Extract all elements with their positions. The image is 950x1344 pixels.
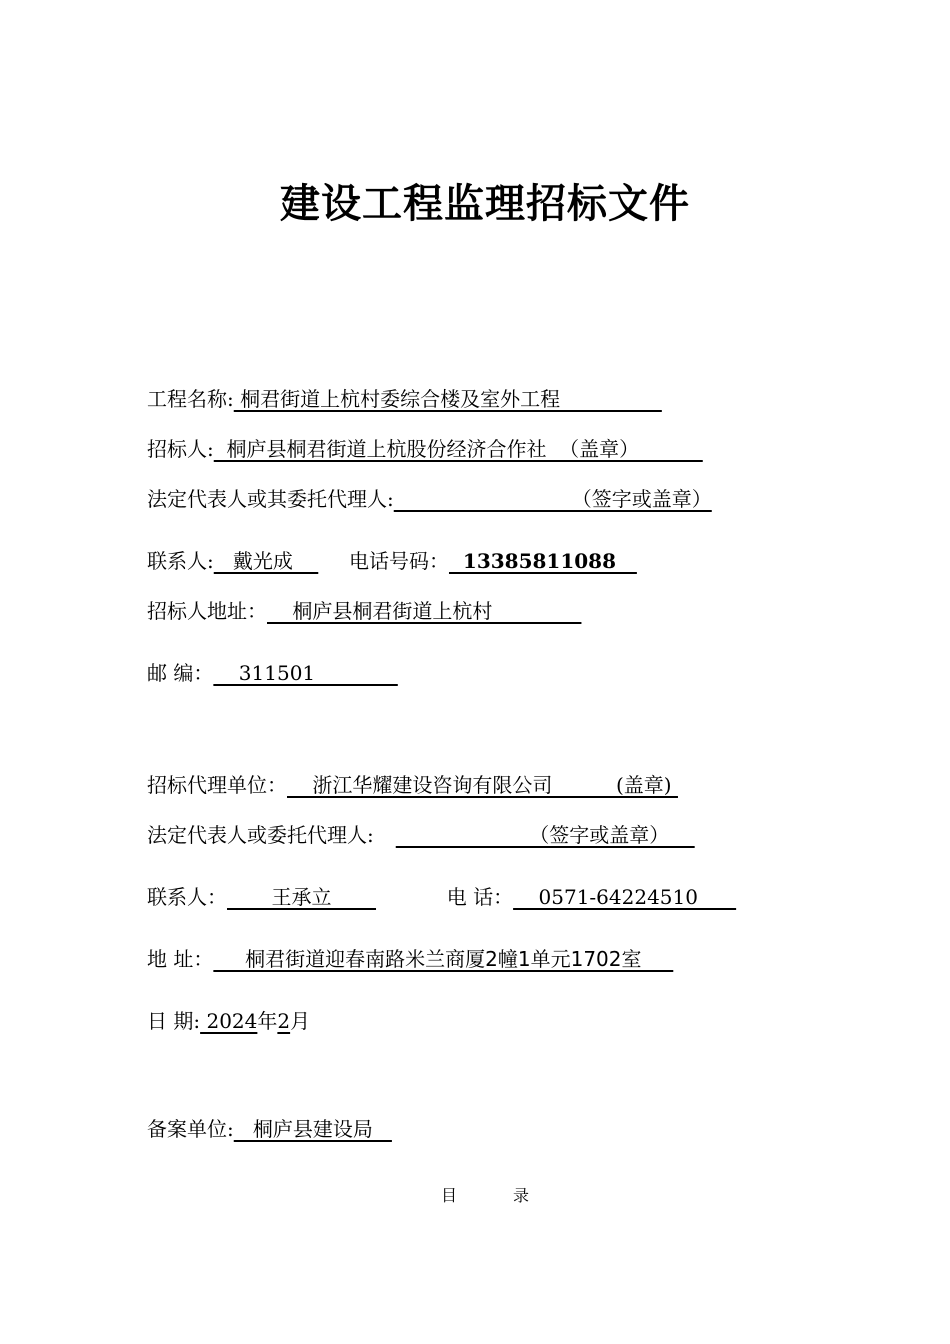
tenderer-label: 招标人:	[147, 437, 214, 461]
tenderer-legal-rep-value: （签字或盖章）	[393, 487, 712, 511]
agency-name-label: 招标代理单位：	[147, 773, 287, 797]
agency-phone-label: 电 话：	[446, 885, 514, 909]
agency-legal-rep-value: （签字或盖章）	[395, 823, 695, 847]
tenderer-contact-label: 联系人:	[147, 549, 214, 573]
tenderer-legal-rep-row	[147, 484, 712, 514]
project-name-value: 桐君街道上杭村委综合楼及室外工程	[233, 387, 662, 411]
agency-legal-rep-label: 法定代表人或委托代理人:	[147, 823, 374, 847]
agency-phone-value: 0571-64224510	[513, 885, 737, 909]
agency-legal-rep-row	[147, 820, 695, 850]
tenderer-address-label: 招标人地址：	[147, 599, 267, 623]
agency-contact-row	[147, 882, 736, 912]
agency-name-row	[147, 770, 678, 800]
agency-address-row	[147, 944, 673, 974]
filing-row	[147, 1114, 392, 1144]
tenderer-row	[147, 434, 703, 464]
filing-value: 桐庐县建设局	[233, 1117, 392, 1141]
date-year-unit: 年	[257, 1009, 278, 1033]
postcode-row	[147, 658, 398, 688]
tenderer-address-value: 桐庐县桐君街道上杭村	[267, 599, 582, 623]
toc-char-2: 录	[513, 1186, 530, 1205]
postcode-value: 311501	[213, 661, 398, 685]
filing-label: 备案单位:	[147, 1117, 234, 1141]
date-month-unit: 月	[290, 1009, 311, 1033]
date-year: 2024	[200, 1009, 258, 1033]
tenderer-address-row	[147, 596, 581, 626]
project-name-row	[147, 384, 662, 414]
toc-char-1: 目	[440, 1186, 457, 1205]
table-of-contents-heading	[0, 1183, 950, 1206]
agency-contact-value: 王承立	[227, 885, 377, 909]
agency-address-label: 地 址：	[147, 947, 214, 971]
tenderer-legal-rep-label: 法定代表人或其委托代理人:	[147, 487, 394, 511]
date-label: 日 期:	[147, 1009, 201, 1033]
tenderer-phone-label: 电话号码：	[348, 549, 449, 573]
postcode-label: 邮 编：	[147, 661, 214, 685]
date-row	[147, 1006, 310, 1036]
tenderer-contact-value: 戴光成	[213, 549, 319, 573]
project-name-label: 工程名称:	[147, 387, 234, 411]
agency-name-value: 浙江华耀建设咨询有限公司 (盖章)	[287, 773, 678, 797]
date-month: 2	[277, 1009, 291, 1033]
tenderer-phone-value: 13385811088	[448, 549, 637, 573]
tenderer-value: 桐庐县桐君街道上杭股份经济合作社 （盖章）	[213, 437, 703, 461]
agency-address-value: 桐君街道迎春南路米兰商厦2幢1单元1702室	[213, 947, 674, 971]
document-title: 建设工程监理招标文件	[280, 180, 690, 227]
tenderer-contact-row	[147, 546, 637, 576]
agency-contact-label: 联系人：	[147, 885, 227, 909]
